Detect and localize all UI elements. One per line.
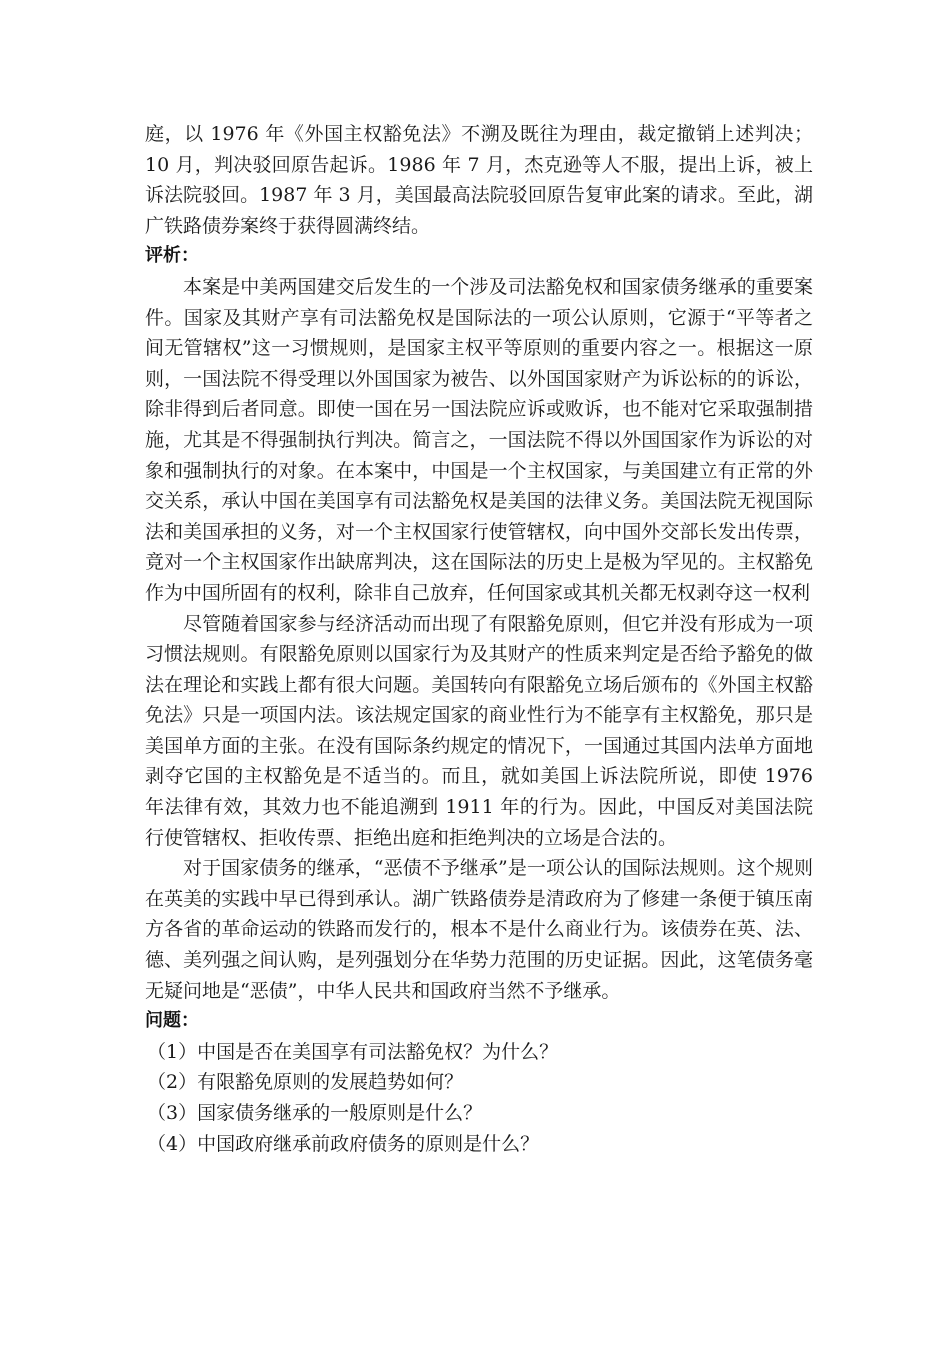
question-item-4: （4）中国政府继承前政府债务的原则是什么？ (147, 1132, 540, 1155)
analysis-heading: 评析： (145, 245, 199, 267)
question-item-2: （2）有限豁免原则的发展趋势如何？ (147, 1071, 464, 1094)
questions-heading: 问题： (145, 1010, 199, 1032)
intro-paragraph: 庭，以 1976 年《外国主权豁免法》不溯及既往为理由，裁定撤销上述判决；10 月，判决驳回原告起诉。1986 年 7 月，杰克逊等人不服，提出上诉，被上诉法院驳回。1987 年 3 月，美国最高法院驳回原告复审此案的请求。至此，湖广铁路债券案终于获得圆满终结。 (145, 123, 813, 237)
questions-list (145, 1037, 813, 1159)
analysis-paragraph-1: 本案是中美两国建交后发生的一个涉及司法豁免权和国家债务继承的重要案件。国家及其财产享有司法豁免权是国际法的一项公认原则，它源于“平等者之间无管辖权”这一习惯规则，是国家主权平等原则的重要内容之一。根据这一原则，一国法院不得受理以外国国家为被告、以外国国家财产为诉讼标的的诉讼，除非得到后者同意。即使一国在另一国法院应诉或败诉，也不能对它采取强制措施，尤其是不得强制执行判决。简言之，一国法院不得以外国国家作为诉讼的对象和强制执行的对象。在本案中，中国是一个主权国家，与美国建立有正常的外交关系，承认中国在美国享有司法豁免权是美国的法律义务。美国法院无视国际法和美国承担的义务，对一个主权国家行使管辖权，向中国外交部长发出传票，竟对一个主权国家作出缺席判决，这在国际法的历史上是极为罕见的。主权豁免作为中国所固有的权利，除非自己放弃，任何国家或其机关都无权剥夺这一权利 (145, 275, 813, 604)
question-item-1: （1）中国是否在美国享有司法豁免权？为什么？ (147, 1040, 559, 1063)
question-item-3: （3）国家债务继承的一般原则是什么？ (147, 1102, 483, 1124)
analysis-paragraph-3: 对于国家债务的继承，“恶债不予继承”是一项公认的国际法规则。这个规则在英美的实践中早已得到承认。湖广铁路债券是清政府为了修建一条便于镇压南方各省的革命运动的铁路而发行的，根本不是什么商业行为。该债券在英、法、德、美列强之间认购，是列强划分在华势力范围的历史证据。因此，这笔债务毫无疑问地是“恶债”，中华人民共和国政府当然不予继承。 (145, 857, 813, 1002)
analysis-paragraph-2: 尽管随着国家参与经济活动而出现了有限豁免原则，但它并没有形成为一项习惯法规则。有限豁免原则以国家行为及其财产的性质来判定是否给予豁免的做法在理论和实践上都有很大问题。美国转向有限豁免立场后颁布的《外国主权豁免法》只是一项国内法。该法规定国家的商业性行为不能享有主权豁免，那只是美国单方面的主张。在没有国际条约规定的情况下，一国通过其国内法单方面地剥夺它国的主权豁免是不适当的。而且，就如美国上诉法院所说，即使 1976 年法律有效，其效力也不能追溯到 1911 年的行为。因此，中国反对美国法院行使管辖权、拒收传票、拒绝出庭和拒绝判决的立场是合法的。 (145, 612, 813, 849)
document-page (145, 119, 813, 1159)
